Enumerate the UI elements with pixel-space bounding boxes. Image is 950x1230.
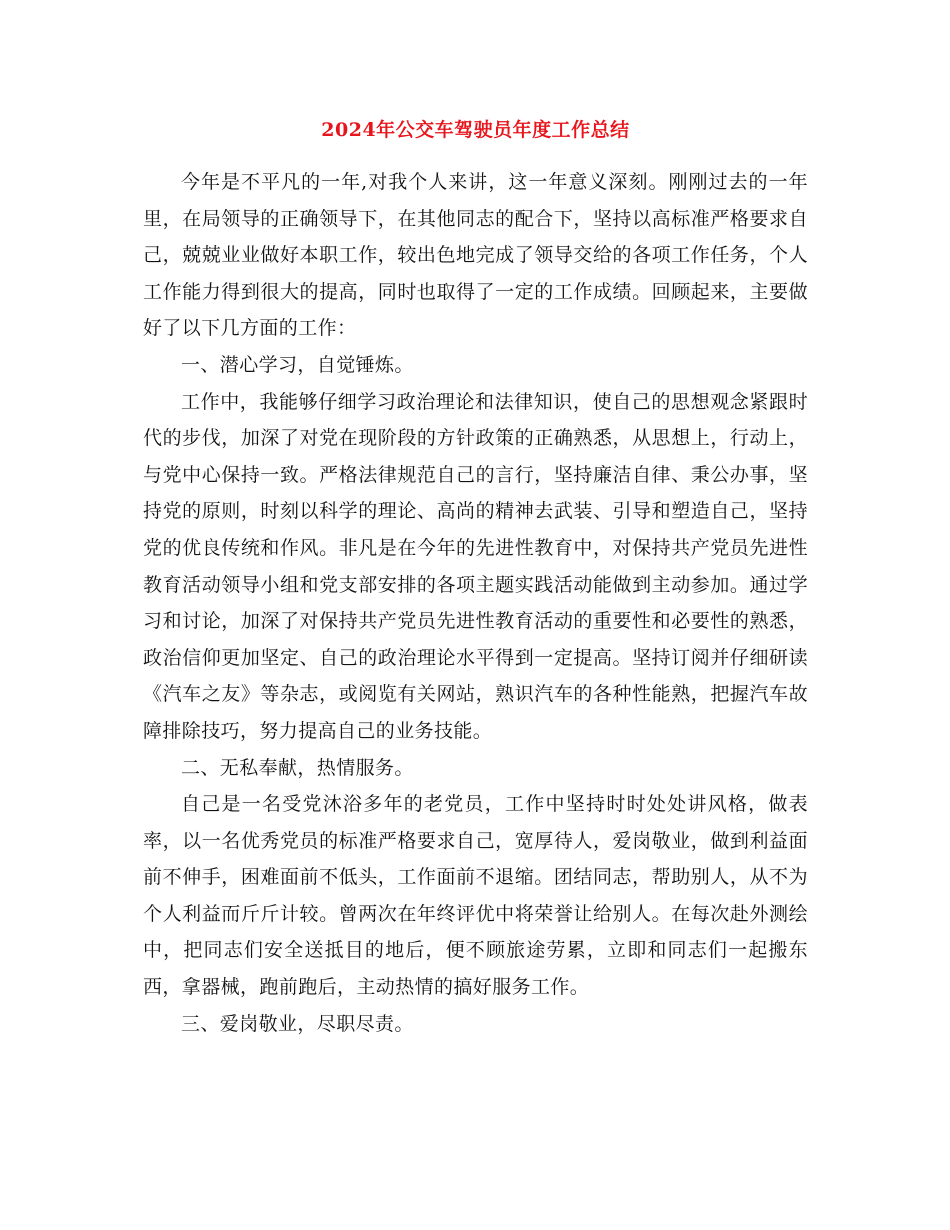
section-heading-1: 一、潜心学习，自觉锤炼。 [181,353,414,376]
section-heading-2: 二、无私奉献，热情服务。 [181,756,414,779]
section-2-paragraph: 自己是一名受党沐浴多年的老党员，工作中坚持时时处处讲风格，做表率，以一名优秀党员的标准严格要求自己，宽厚待人，爱岗敬业，做到利益面前不伸手，困难面前不低头，工作面前不退缩。团结同志，帮助别人，从不为个人利益而斤斤计较。曾两次在年终评优中将荣誉让给别人。在每次赴外测绘中，把同志们安全送抵目的地后，便不顾旅途劳累，立即和同志们一起搬东西，拿器械，跑前跑后，主动热情的搞好服务工作。 [143,793,808,999]
document-title: 2024年公交车驾驶员年度工作总结 [321,119,630,141]
intro-paragraph: 今年是不平凡的一年,对我个人来讲，这一年意义深刻。刚刚过去的一年里，在局领导的正确领导下，在其他同志的配合下，坚持以高标准严格要求自己，兢兢业业做好本职工作，较出色地完成了领导交给的各项工作任务，个人工作能力得到很大的提高，同时也取得了一定的工作成绩。回顾起来，主要做好了以下几方面的工作： [143,171,808,340]
document-page [143,108,808,1042]
section-1-paragraph: 工作中，我能够仔细学习政治理论和法律知识，使自己的思想观念紧跟时代的步伐，加深了对党在现阶段的方针政策的正确熟悉，从思想上，行动上，与党中心保持一致。严格法律规范自己的言行，坚持廉洁自律、秉公办事，坚持党的原则，时刻以科学的理论、高尚的精神去武装、引导和塑造自己，坚持党的优良传统和作风。非凡是在今年的先进性教育中，对保持共产党员先进性教育活动领导小组和党支部安排的各项主题实践活动能做到主动参加。通过学习和讨论，加深了对保持共产党员先进性教育活动的重要性和必要性的熟悉，政治信仰更加坚定、自己的政治理论水平得到一定提高。坚持订阅并仔细研读《汽车之友》等杂志，或阅览有关网站，熟识汽车的各种性能熟，把握汽车故障排除技巧，努力提高自己的业务技能。 [143,390,808,742]
section-heading-3: 三、爱岗敬业，尽职尽责。 [181,1012,414,1035]
